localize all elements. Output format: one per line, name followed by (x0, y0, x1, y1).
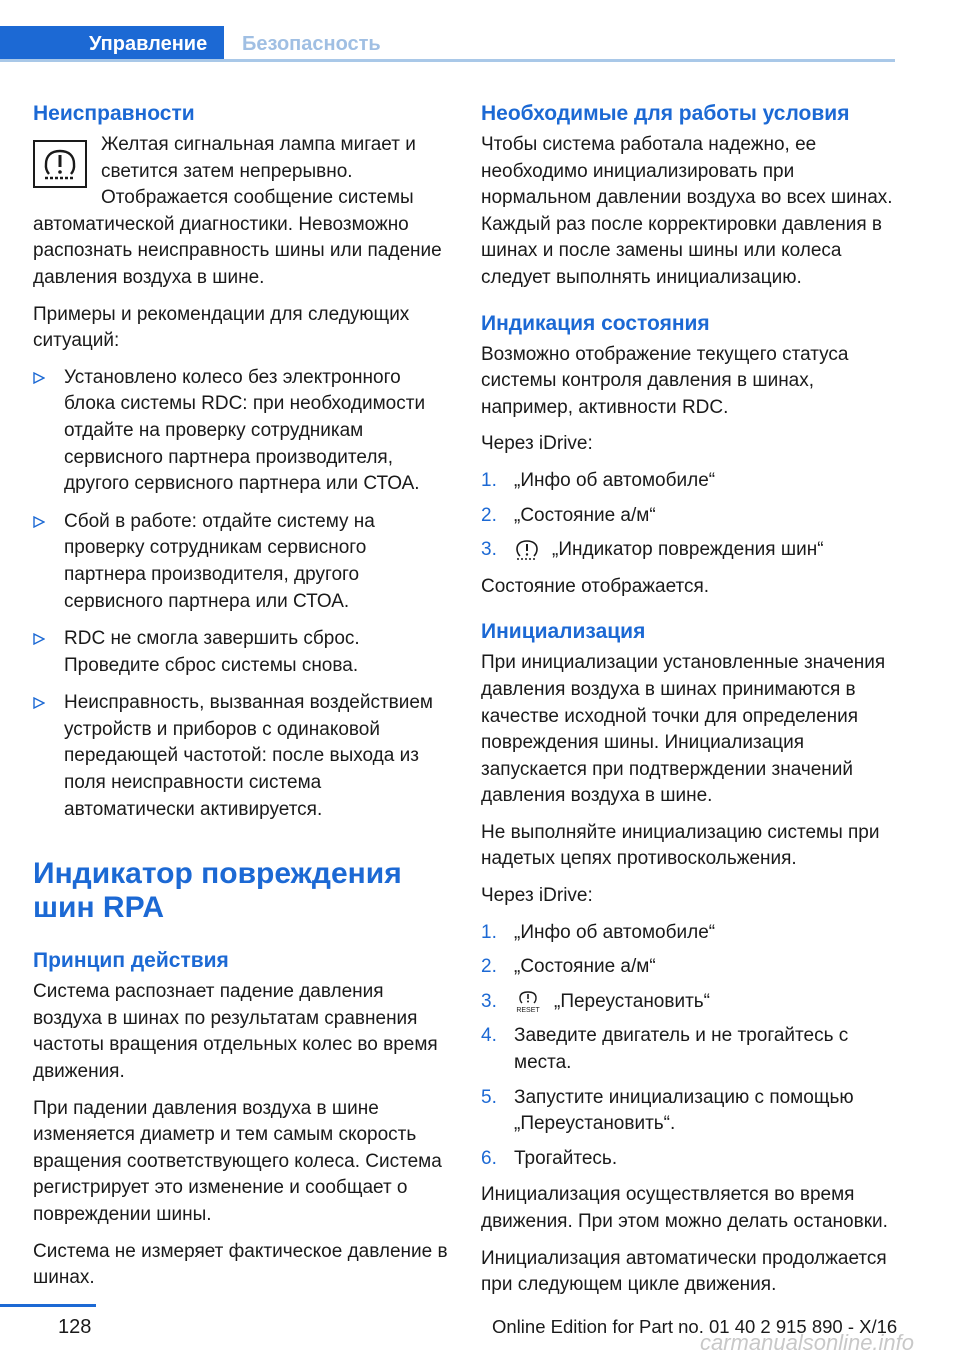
principle-paragraph-2: При падении давления воздуха в шине изменяется диаметр и тем самым скорость вращения соответствующего колеса. Система регистрирует это изменение и сообщает о повреждении шины. (33, 1097, 442, 1225)
list-item (33, 626, 451, 679)
list-item (33, 365, 451, 498)
list-item (481, 989, 895, 1016)
status-text: Возможно отображение текущего статуса системы контроля давления в шинах, например, активности RDC. (481, 343, 849, 418)
tab-safety[interactable]: Безопасность (242, 33, 381, 55)
step-number: 3. (481, 539, 497, 561)
list-item-text: Сбой в работе: отдайте систему на проверку сотрудникам сервисного партнера производителя, другого сервисного партнера или СТОА. (64, 510, 375, 612)
step-number: 1. (481, 921, 497, 943)
step-text: Трогайтесь. (514, 1147, 618, 1169)
step-text: „Инфо об автомобиле“ (514, 921, 716, 943)
watermark: carmanualsonline.info (700, 1330, 915, 1355)
list-item (481, 468, 895, 495)
list-item-text: Установлено колесо без электронного блока системы RDC: при необходимости отдайте на проверку сотрудникам сервисного партнера производителя, другого сервисного партнера или СТОА. (64, 366, 426, 495)
step-number: 1. (481, 469, 497, 491)
tire-damage-icon (514, 539, 540, 561)
list-item (481, 1146, 895, 1173)
step-text: Заведите двигатель и не трогайтесь с места. (514, 1025, 849, 1074)
malfunction-list (33, 365, 451, 824)
triangle-bullet-icon (33, 633, 45, 645)
list-item (481, 954, 895, 981)
principle-paragraph-3: Система не измеряет фактическое давление в шинах. (33, 1240, 448, 1289)
init-paragraph-1: При инициализации установленные значения давления воздуха в шинах принимаются в качестве исходной точки для определения повреждения шины. Инициализация запускается при подтверждении значений давления воздуха в шине. (481, 652, 886, 807)
init-paragraph-3: Инициализация осуществляется во время движения. При этом можно делать остановки. (481, 1184, 888, 1232)
principle-heading: Принцип действия (33, 949, 229, 973)
examples-intro: Примеры и рекомендации для следующих ситуаций: (33, 303, 410, 352)
triangle-bullet-icon (33, 372, 45, 384)
header-tabs (0, 26, 895, 62)
step-text: „Состояние а/м“ (514, 956, 656, 978)
step-number: 5. (481, 1086, 497, 1108)
step-number: 2. (481, 504, 497, 526)
status-shown-text: Состояние отображается. (481, 575, 710, 597)
list-item (481, 503, 895, 530)
left-column (33, 100, 451, 1302)
reset-icon-label: RESET (516, 1006, 540, 1014)
init-heading: Инициализация (481, 620, 646, 644)
footer-rule (0, 1304, 96, 1307)
triangle-bullet-icon (33, 516, 45, 528)
step-number: 2. (481, 956, 497, 978)
init-steps (481, 920, 895, 1173)
status-steps (481, 468, 895, 564)
malfunctions-heading: Неисправности (33, 102, 195, 125)
tire-pressure-warning-icon (33, 140, 87, 188)
via-idrive-label: Через iDrive: (481, 885, 593, 907)
list-item (33, 509, 451, 615)
init-paragraph-4: Инициализация автоматически продолжается при следующем цикле движения. (481, 1247, 887, 1296)
step-number: 3. (481, 990, 497, 1012)
status-heading: Индикация состояния (481, 311, 710, 335)
init-paragraph-2: Не выполняйте инициализацию системы при надетых цепях противоскольжения. (481, 821, 880, 870)
list-item (33, 690, 451, 823)
page-number: 128 (58, 1316, 92, 1338)
list-item-text: RDC не смогла завершить сброс. Проведите сброс системы снова. (64, 628, 360, 676)
tab-control[interactable]: Управление (0, 26, 224, 62)
step-text: Запустите инициализацию с помощью „Переустановить“. (514, 1086, 854, 1135)
list-item-text: Неисправность, вызванная воздействием устройств и приборов с одинаковой передающей частотой: после выхода из поля неисправности система автоматически активируется. (64, 692, 433, 820)
list-item (481, 537, 895, 564)
step-text: „Состояние а/м“ (514, 504, 656, 526)
list-item (481, 920, 895, 947)
step-text: „Переустановить“ (554, 990, 711, 1012)
step-number: 6. (481, 1147, 497, 1169)
step-text: „Индикатор повреждения шин“ (552, 539, 824, 561)
tire-reset-icon (514, 990, 542, 1014)
conditions-heading: Необходимые для работы условия (481, 102, 850, 125)
list-item (481, 1023, 895, 1076)
warning-block (33, 132, 451, 292)
list-item (481, 1085, 895, 1138)
right-column (481, 100, 895, 1309)
principle-paragraph-1: Система распознает падение давления воздуха в шинах по результатам сравнения частоты вращения отдельных колес во время движения. (33, 981, 438, 1083)
triangle-bullet-icon (33, 697, 45, 709)
via-idrive-label: Через iDrive: (481, 433, 593, 455)
step-text: „Инфо об автомобиле“ (514, 469, 716, 491)
warning-text: Желтая сигнальная лампа мигает и светится затем непрерывно. Отображается сообщение системы автоматической диагностики. Невозможно распознать неисправность шины или падение давления воздуха в шине. (33, 134, 442, 288)
header-rule (0, 59, 895, 62)
conditions-text: Чтобы система работала надежно, ее необходимо инициализировать при нормальном давлении воздуха во всех шинах. Каждый раз после корректировки давления в шинах и после замены шины или колеса следует выполнять инициализацию. (481, 134, 893, 288)
step-number: 4. (481, 1025, 497, 1047)
edition-text: Online Edition for Part no. 01 40 2 915 890 - X/16 (492, 1316, 898, 1337)
rpa-heading: Индикатор повреждения шин RPA (33, 857, 402, 925)
